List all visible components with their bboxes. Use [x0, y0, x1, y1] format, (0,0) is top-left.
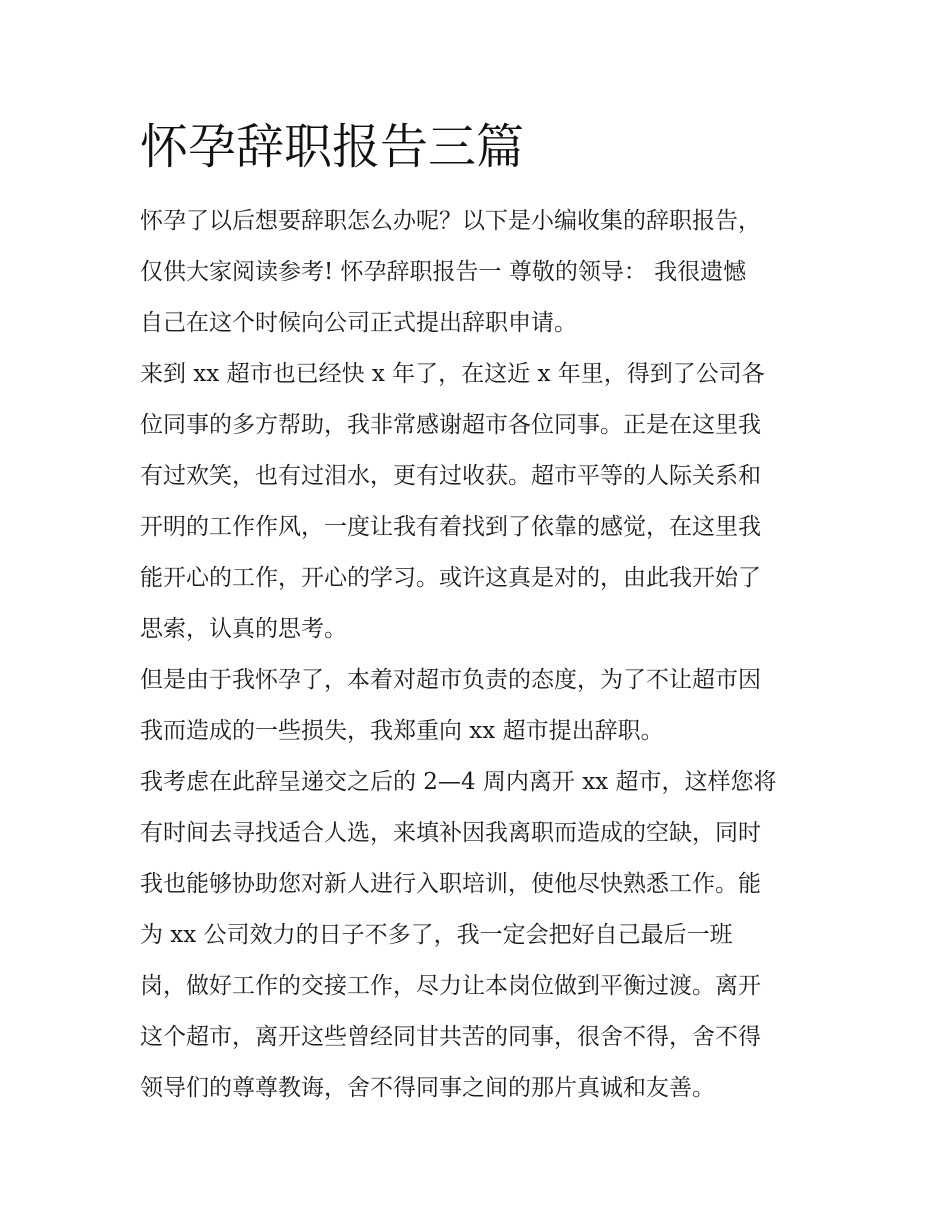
document-title: 怀孕辞职报告三篇	[140, 119, 525, 175]
body-line: 为 xx 公司效力的日子不多了，我一定会把好自己最后一班	[140, 922, 733, 948]
body-line: 能开心的工作，开心的学习。或许这真是对的，由此我开始了	[140, 565, 761, 591]
body-line: 怀孕了以后想要辞职怎么办呢？以下是小编收集的辞职报告，	[140, 208, 761, 234]
body-line: 思索，认真的思考。	[140, 616, 347, 642]
body-line: 有时间去寻找适合人选，来填补因我离职而造成的空缺，同时	[140, 820, 761, 846]
document-body	[140, 196, 820, 1114]
body-line: 这个超市，离开这些曾经同甘共苦的同事，很舍不得，舍不得	[140, 1024, 761, 1050]
body-line: 位同事的多方帮助，我非常感谢超市各位同事。正是在这里我	[140, 412, 761, 438]
body-line: 自己在这个时候向公司正式提出辞职申请。	[140, 310, 577, 336]
body-line: 开明的工作作风，一度让我有着找到了依靠的感觉，在这里我	[140, 514, 761, 540]
body-line: 领导们的尊尊教诲，舍不得同事之间的那片真诚和友善。	[140, 1075, 715, 1101]
body-line: 我而造成的一些损失，我郑重向 xx 超市提出辞职。	[140, 718, 664, 744]
body-line: 仅供大家阅读参考! 怀孕辞职报告一 尊敬的领导： 我很遗憾	[140, 259, 747, 285]
body-line: 来到 xx 超市也已经快 x 年了，在这近 x 年里，得到了公司各	[140, 361, 765, 387]
body-line: 有过欢笑，也有过泪水，更有过收获。超市平等的人际关系和	[140, 463, 761, 489]
body-line: 我也能够协助您对新人进行入职培训，使他尽快熟悉工作。能	[140, 871, 761, 897]
body-line: 但是由于我怀孕了，本着对超市负责的态度，为了不让超市因	[140, 667, 761, 693]
body-line: 我考虑在此辞呈递交之后的 2—4 周内离开 xx 超市，这样您将	[140, 769, 777, 795]
body-line: 岗，做好工作的交接工作，尽力让本岗位做到平衡过渡。离开	[140, 973, 761, 999]
